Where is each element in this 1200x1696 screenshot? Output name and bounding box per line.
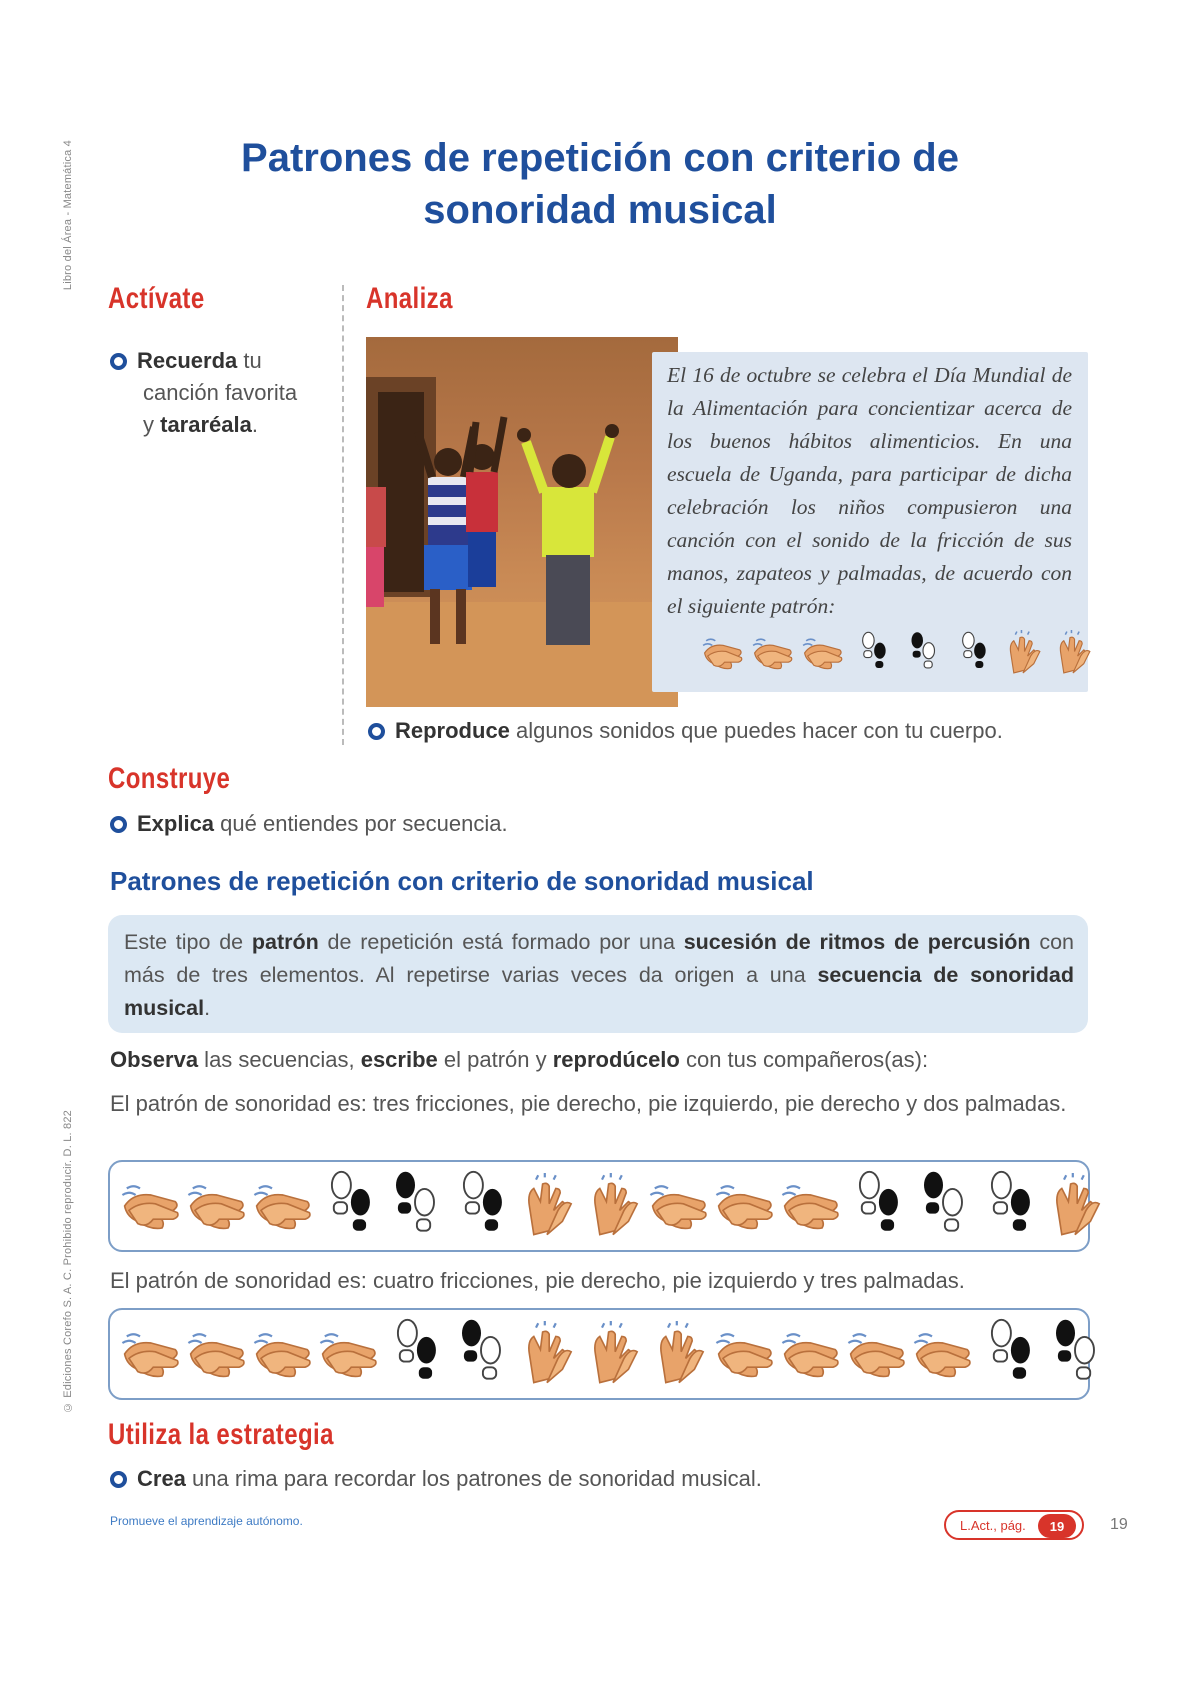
observa-line	[110, 1047, 928, 1073]
def-part: Este tipo de	[124, 930, 252, 954]
hand-rub-icon	[646, 1168, 712, 1244]
observa-part: las secuencias,	[198, 1047, 361, 1072]
left-foot-stomp-icon	[382, 1168, 448, 1244]
lact-label: L.Act., pág.	[960, 1517, 1026, 1533]
analiza-pattern-icons	[700, 628, 1096, 678]
clap-icon	[580, 1168, 646, 1244]
activate-y: y	[143, 412, 161, 437]
activate-line-2: canción favorita	[143, 380, 298, 405]
right-foot-stomp-icon	[382, 1316, 448, 1392]
hand-rub-icon	[118, 1168, 184, 1244]
reproducelo-bold: reprodúcelo	[552, 1047, 680, 1072]
hand-rub-icon	[700, 630, 746, 676]
left-foot-stomp-icon	[448, 1316, 514, 1392]
crea-line	[110, 1466, 762, 1492]
explica-rest: qué entiendes por secuencia.	[214, 811, 508, 836]
crea-bold: Crea	[137, 1466, 186, 1491]
children-silhouettes	[366, 337, 678, 707]
hand-rub-icon	[184, 1168, 250, 1244]
explica-line	[110, 811, 508, 837]
children-dancing-photo	[366, 337, 678, 707]
page-title	[150, 132, 1050, 236]
analiza-text: El 16 de octubre se celebra el Día Mundial de la Alimentación para concientizar acerca de los buenos hábitos alimenticios. En una escuela de Uganda, para participar de dicha celebración los niños compusieron una canción con el sonido de la fricción de sus manos, zapateos y palmadas, de acuerdo con el siguiente patrón:	[667, 363, 1072, 618]
clap-icon	[514, 1316, 580, 1392]
observa-bold: Observa	[110, 1047, 199, 1072]
left-foot-stomp-icon	[900, 630, 946, 676]
activate-dot: .	[251, 412, 258, 437]
escribe-bold: escribe	[360, 1047, 438, 1072]
footer-note: Promueve el aprendizaje autónomo.	[110, 1514, 303, 1528]
reproduce-bold: Reproduce	[395, 718, 510, 743]
right-foot-stomp-icon	[316, 1168, 382, 1244]
hand-rub-icon	[250, 1316, 316, 1392]
hand-rub-icon	[316, 1316, 382, 1392]
bullet-icon	[110, 353, 127, 370]
side-caption-top: Libro del Área - Matemática 4	[62, 140, 74, 291]
page-number: 19	[1110, 1516, 1128, 1533]
hand-rub-icon	[750, 630, 796, 676]
hand-rub-icon	[712, 1316, 778, 1392]
bullet-icon	[368, 723, 385, 740]
clap-icon	[1000, 630, 1046, 676]
def-bold: sucesión de ritmos de percusión	[683, 930, 1031, 954]
def-part: con más de tres elementos. Al repetirse varias veces da origen a una	[124, 930, 1074, 987]
hand-rub-icon	[778, 1168, 844, 1244]
hand-rub-icon	[184, 1316, 250, 1392]
right-foot-stomp-icon	[976, 1168, 1042, 1244]
recuerda-bold: Recuerda	[137, 348, 238, 373]
hand-rub-icon	[910, 1316, 976, 1392]
hand-rub-icon	[800, 630, 846, 676]
recuerda-rest: tu	[237, 348, 262, 373]
title-line-2: sonoridad musical	[423, 188, 777, 232]
crea-rest: una rima para recordar los patrones de sonoridad musical.	[185, 1466, 762, 1491]
title-line-1: Patrones de repetición con criterio de	[241, 136, 959, 180]
clap-icon	[580, 1316, 646, 1392]
hand-rub-icon	[118, 1316, 184, 1392]
pattern-2-strip	[108, 1308, 1090, 1400]
clap-icon	[646, 1316, 712, 1392]
clap-icon	[1050, 630, 1096, 676]
section-heading-analiza: Analiza	[366, 282, 453, 315]
hand-rub-icon	[250, 1168, 316, 1244]
def-bold: patrón	[251, 930, 319, 954]
subtitle: Patrones de repetición con criterio de sonoridad musical	[110, 866, 814, 896]
explica-bold: Explica	[137, 811, 215, 836]
left-foot-stomp-icon	[1042, 1316, 1108, 1392]
hand-rub-icon	[844, 1316, 910, 1392]
def-part: .	[204, 996, 211, 1020]
reproduce-line	[368, 718, 1003, 744]
observa-part: con tus compañeros(as):	[679, 1047, 929, 1072]
reproduce-rest: algunos sonidos que puedes hacer con tu cuerpo.	[509, 718, 1003, 743]
clap-icon	[514, 1168, 580, 1244]
activity-book-reference	[944, 1510, 1084, 1540]
def-part: de repetición está formado por una	[318, 930, 684, 954]
definition-text	[124, 926, 1074, 1025]
clap-icon	[1042, 1168, 1108, 1244]
section-heading-construye: Construye	[108, 762, 231, 795]
lact-number: 19	[1038, 1514, 1076, 1538]
section-heading-activate: Actívate	[108, 282, 205, 315]
observa-part: el patrón y	[437, 1047, 553, 1072]
right-foot-stomp-icon	[448, 1168, 514, 1244]
right-foot-stomp-icon	[844, 1168, 910, 1244]
right-foot-stomp-icon	[976, 1316, 1042, 1392]
def-bold: secuencia de sonoridad musical	[124, 963, 1074, 1020]
left-foot-stomp-icon	[910, 1168, 976, 1244]
activate-line-3	[110, 409, 320, 441]
hand-rub-icon	[712, 1168, 778, 1244]
pattern-1-strip	[108, 1160, 1090, 1252]
tararela-bold: tararéala	[160, 412, 252, 437]
right-foot-stomp-icon	[850, 630, 896, 676]
section-heading-utiliza: Utiliza la estrategia	[108, 1418, 334, 1451]
side-caption-bottom: © Ediciones Corefo S. A. C. Prohibido reproducir. D. L. 822	[62, 1110, 74, 1414]
bullet-icon	[110, 1471, 127, 1488]
pattern-2-text: El patrón de sonoridad es: cuatro fricciones, pie derecho, pie izquierdo y tres palmadas.	[110, 1268, 965, 1293]
hand-rub-icon	[778, 1316, 844, 1392]
right-foot-stomp-icon	[950, 630, 996, 676]
column-divider	[342, 285, 344, 745]
bullet-icon	[110, 816, 127, 833]
activate-text	[110, 345, 320, 441]
pattern-1-text: El patrón de sonoridad es: tres fricciones, pie derecho, pie izquierdo, pie derecho y dos palmadas.	[110, 1091, 1067, 1116]
